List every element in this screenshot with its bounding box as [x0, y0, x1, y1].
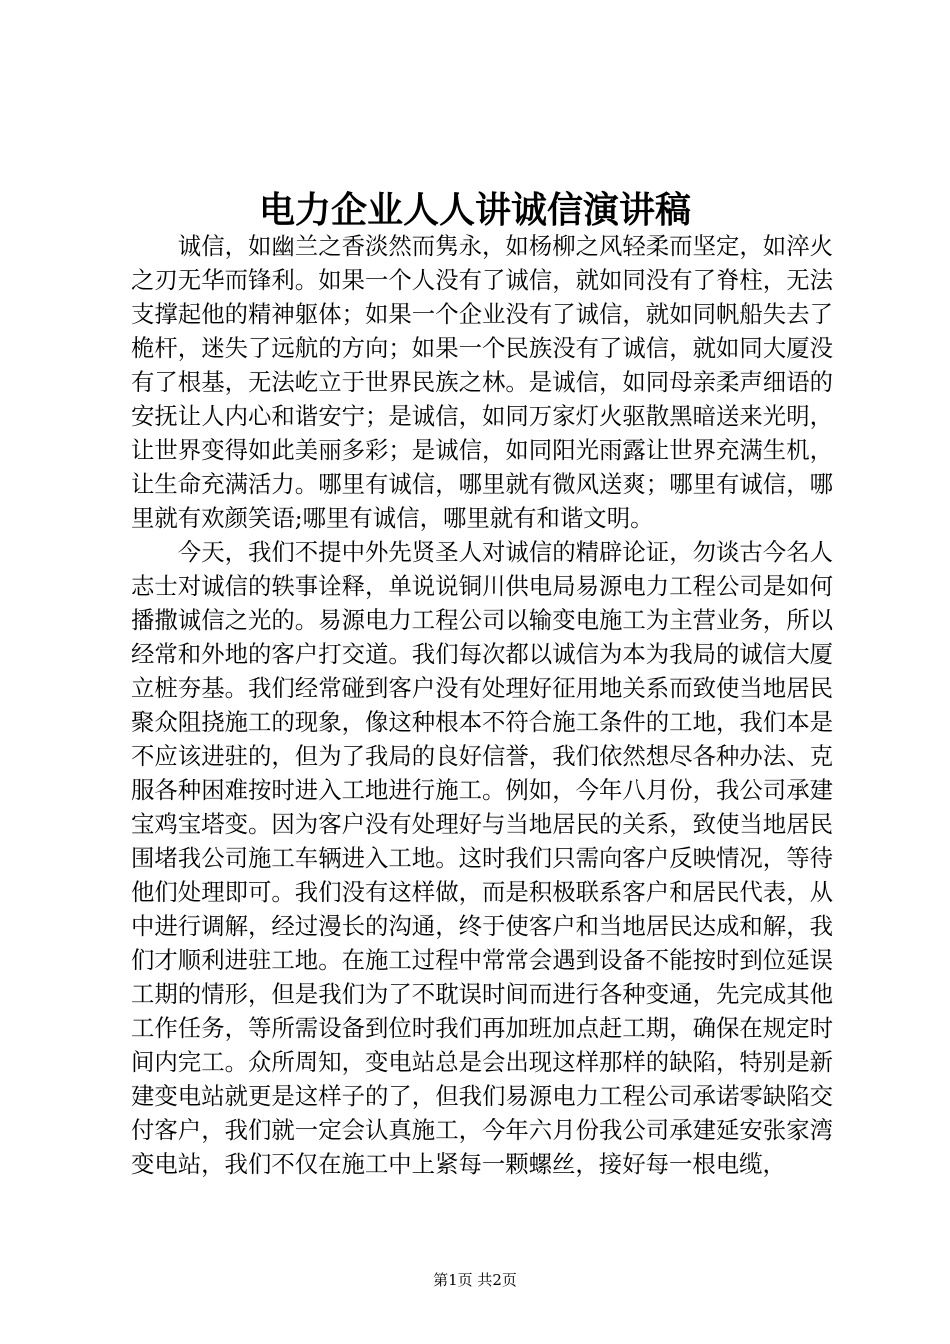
document-title: 电力企业人人讲诚信演讲稿 [258, 189, 691, 231]
paragraph-story: 今天，我们不提中外先贤圣人对诚信的精辟论证，勿谈古今名人志士对诚信的轶事诠释，单说说铜川供电局易源电力工程公司是如何播撒诚信之光的。易源电力工程公司以输变电施工为主营业务，所以经常和外地的客户打交道。我们每次都以诚信为本为我局的诚信大厦立桩夯基。我们经常碰到客户没有处理好征用地关系而致使当地居民聚众阻挠施工的现象，像这种根本不符合施工条件的工地，我们本是不应该进驻的，但为了我局的良好信誉，我们依然想尽各种办法、克服各种困难按时进入工地进行施工。例如，今年八月份，我公司承建宝鸡宝塔变。因为客户没有处理好与当地居民的关系，致使当地居民围堵我公司施工车辆进入工地。这时我们只需向客户反映情况，等待他们处理即可。我们没有这样做，而是积极联系客户和居民代表，从中进行调解，经过漫长的沟通，终于使客户和当地居民达成和解，我们才顺利进驻工地。在施工过程中常常会遇到设备不能按时到位延误工期的情形，但是我们为了不耽误时间而进行各种变通，先完成其他工作任务，等所需设备到位时我们再加班加点赶工期，确保在规定时间内完工。众所周知，变电站总是会出现这样那样的缺陷，特别是新建变电站就更是这样子的了，但我们易源电力工程公司承诺零缺陷交付客户，我们就一定会认真施工，今年六月份我公司承建延安张家湾变电站，我们不仅在施工中上紧每一颗螺丝，接好每一根电缆， [131, 538, 833, 1178]
document-body [131, 229, 833, 1181]
paragraph-intro: 诚信，如幽兰之香淡然而隽永，如杨柳之风轻柔而坚定，如淬火之刃无华而锋利。如果一个人没有了诚信，就如同没有了脊柱，无法支撑起他的精神躯体；如果一个企业没有了诚信，就如同帆船失去了桅杆，迷失了远航的方向；如果一个民族没有了诚信，就如同大厦没有了根基，无法屹立于世界民族之林。是诚信，如同母亲柔声细语的安抚让人内心和谐安宁；是诚信，如同万家灯火驱散黑暗送来光明，让世界变得如此美丽多彩；是诚信，如同阳光雨露让世界充满生机，让生命充满活力。哪里有诚信，哪里就有微风送爽；哪里有诚信，哪里就有欢颜笑语;哪里有诚信，哪里就有和谐文明。 [131, 232, 833, 532]
page-footer: 第1页 共2页 [433, 1271, 517, 1289]
